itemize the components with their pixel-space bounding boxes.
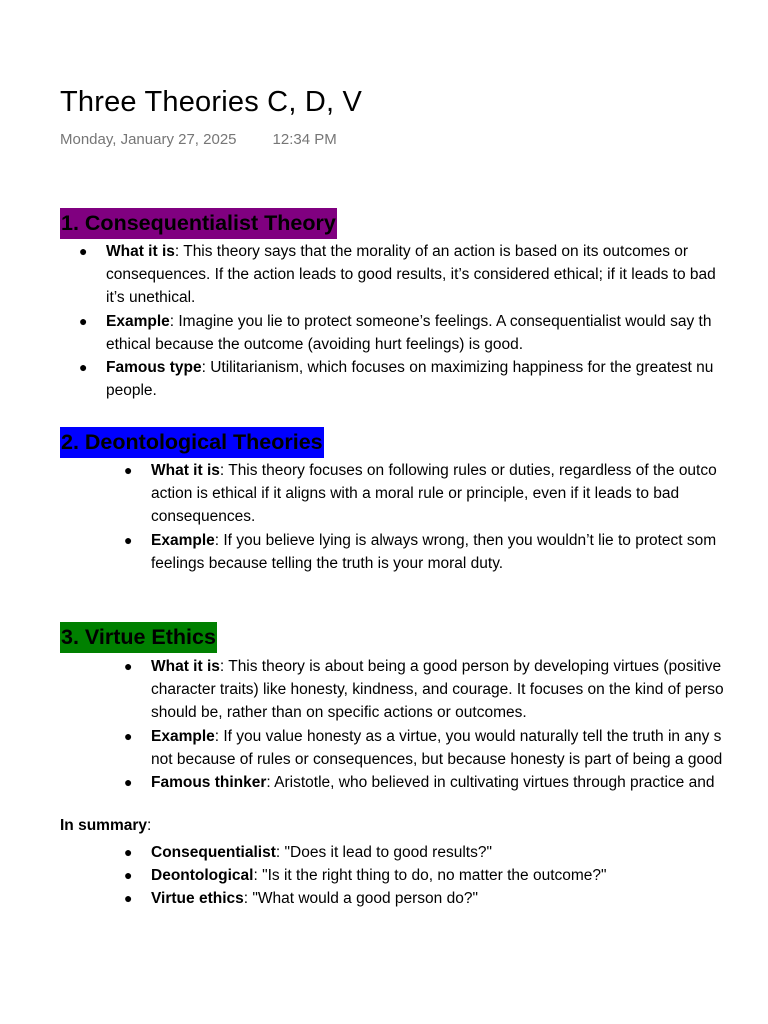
note-timestamp [60, 131, 337, 148]
list-item [124, 459, 768, 529]
list-item [124, 841, 768, 864]
list-item [124, 529, 768, 575]
item-text: : This theory says that the morality of an action is based on its outcomes or [174, 243, 689, 260]
item-text: it’s unethical. [106, 289, 196, 307]
item-text: should be, rather than on specific actions or outcomes. [151, 704, 527, 722]
item-term: Virtue ethics [151, 890, 244, 908]
bullet-icon: ● [124, 658, 133, 674]
bullet-icon: ● [79, 359, 88, 376]
bullet-icon: ● [124, 727, 133, 744]
item-term: Deontological [151, 867, 254, 885]
deontological-list [124, 459, 768, 575]
list-item [79, 356, 768, 402]
bullet-icon: ● [124, 462, 133, 478]
item-text: : "Is it the right thing to do, no matter the outcome?" [253, 867, 607, 885]
item-text: : "Does it lead to good results?" [275, 844, 492, 861]
section-heading-consequentialist: 1. Consequentialist Theory [60, 208, 337, 239]
item-text: : This theory focuses on following rules or duties, regardless of the outco [219, 462, 717, 479]
item-term: What it is [151, 462, 220, 479]
page-title[interactable]: Three Theories C, D, V [60, 86, 363, 118]
bullet-icon: ● [79, 243, 88, 259]
consequentialist-list [79, 240, 768, 402]
bullet-icon: ● [124, 844, 133, 860]
list-item [124, 771, 768, 794]
summary-label-text: In summary [60, 817, 148, 834]
item-term: What it is [151, 658, 220, 675]
item-text: : Aristotle, who believed in cultivating virtues through practice and [266, 774, 715, 792]
note-date: Monday, January 27, 2025 [60, 131, 237, 148]
bullet-icon: ● [79, 312, 88, 329]
item-text: : Imagine you lie to protect someone’s feelings. A consequentialist would say th [169, 312, 712, 330]
item-text: people. [106, 382, 157, 400]
note-time: 12:34 PM [272, 131, 337, 148]
list-item [124, 725, 768, 771]
bullet-icon: ● [124, 774, 133, 791]
bullet-icon: ● [124, 890, 133, 907]
item-text: : Utilitarianism, which focuses on maximizing happiness for the greatest nu [201, 359, 714, 377]
item-term: Example [151, 531, 215, 549]
virtue-ethics-list [124, 655, 768, 794]
section-heading-deontological: 2. Deontological Theories [60, 427, 324, 458]
item-text: not because of rules or consequences, but because honesty is part of being a good [151, 750, 723, 768]
summary-list [124, 841, 768, 911]
list-item [79, 240, 768, 310]
item-text: action is ethical if it aligns with a moral rule or principle, even if it leads to bad [151, 485, 680, 503]
summary-colon: : [147, 817, 152, 834]
item-term: Famous type [106, 359, 202, 377]
bullet-icon: ● [124, 867, 133, 884]
item-text: feelings because telling the truth is your moral duty. [151, 554, 504, 572]
bullet-icon: ● [124, 531, 133, 548]
list-item [79, 310, 768, 356]
item-text: : This theory is about being a good person by developing virtues (positive [219, 658, 722, 675]
list-item [124, 887, 768, 910]
section-heading-virtue-ethics: 3. Virtue Ethics [60, 622, 217, 653]
item-term: Example [151, 727, 215, 745]
list-item [124, 864, 768, 887]
item-text: consequences. [151, 508, 256, 526]
item-text: ethical because the outcome (avoiding hurt feelings) is good. [106, 335, 524, 353]
item-term: Consequentialist [151, 844, 276, 861]
item-text: : If you believe lying is always wrong, then you wouldn’t lie to protect som [214, 531, 717, 549]
summary-label [60, 817, 151, 835]
item-text: consequences. If the action leads to good results, it’s considered ethical; if it leads to bad [106, 266, 716, 284]
item-term: Famous thinker [151, 774, 267, 792]
item-term: What it is [106, 243, 175, 260]
list-item [124, 655, 768, 725]
item-text: : "What would a good person do?" [243, 890, 478, 908]
item-term: Example [106, 312, 170, 330]
item-text: : If you value honesty as a virtue, you would naturally tell the truth in any s [214, 727, 722, 745]
item-text: character traits) like honesty, kindness, and courage. It focuses on the kind of perso [151, 681, 724, 699]
